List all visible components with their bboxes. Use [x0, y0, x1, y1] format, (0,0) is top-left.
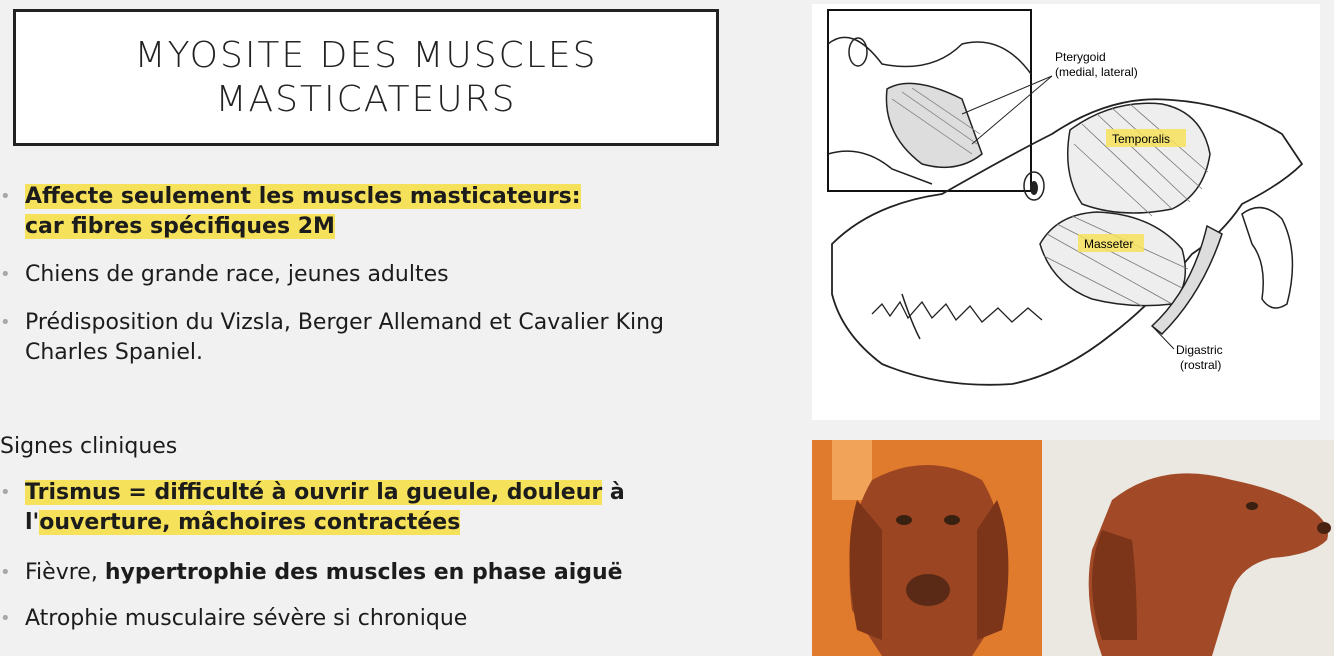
teeth	[872, 302, 1042, 322]
bullet-text: Atrophie musculaire sévère si chronique	[25, 606, 468, 631]
title-line-2: MASTICATEURS	[215, 78, 517, 120]
bullet-line	[25, 558, 623, 588]
label-pterygoid: Pterygoid	[1055, 50, 1106, 64]
highlighted-text: car fibres spécifiques 2M	[25, 214, 335, 239]
diagram-svg	[812, 4, 1320, 420]
slide-title	[135, 34, 598, 122]
slide-title-box	[13, 9, 719, 146]
label-masseter: Masseter	[1084, 237, 1134, 251]
bullet-line	[25, 212, 335, 242]
bullet-text: Charles Spaniel.	[25, 340, 204, 365]
section-label: Signes cliniques	[0, 434, 178, 459]
label-digastric-sub: (rostral)	[1180, 358, 1222, 372]
skull-ear-bone	[1242, 208, 1292, 308]
bullet-dot: •	[0, 312, 11, 333]
dog-photo-front	[812, 440, 1042, 656]
highlighted-text: Affecte seulement les muscles masticateurs:	[25, 184, 581, 209]
canine-tooth	[902, 294, 920, 339]
bullet-line	[25, 478, 625, 508]
highlighted-text: Trismus = difficulté à ouvrir la gueule, douleur	[25, 480, 603, 505]
label-pterygoid-sub: (medial, lateral)	[1055, 65, 1138, 79]
bullet-line	[25, 182, 581, 212]
bullet-dot: •	[0, 608, 11, 629]
bullet-text: à	[602, 480, 625, 505]
vizsla-photos	[812, 440, 1334, 656]
bullet-text: Prédisposition du Vizsla, Berger Allemand et Cavalier King	[25, 310, 665, 335]
bullet-dot: •	[0, 264, 11, 285]
skull-pupil	[1030, 181, 1038, 195]
bullet-dot: •	[0, 186, 11, 207]
label-digastric: Digastric	[1176, 343, 1223, 357]
bullet-line	[25, 508, 460, 538]
dog-front-illustration	[812, 440, 1042, 656]
bullet-dot: •	[0, 482, 11, 503]
bullet-dot: •	[0, 562, 11, 583]
highlighted-text: ouverture, mâchoires contractées	[39, 510, 461, 535]
label-temporalis: Temporalis	[1112, 132, 1171, 146]
bullet-text: Fièvre,	[25, 560, 105, 585]
bullet-text: l'	[25, 510, 40, 535]
dog-profile-illustration	[1042, 440, 1334, 656]
bold-text: hypertrophie des muscles en phase aiguë	[104, 560, 623, 585]
dog-skull-muscle-diagram	[812, 4, 1320, 420]
dog-photo-profile	[1042, 440, 1334, 656]
title-line-1: MYOSITE DES MUSCLES	[134, 34, 598, 76]
bullet-text: Chiens de grande race, jeunes adultes	[25, 262, 449, 287]
